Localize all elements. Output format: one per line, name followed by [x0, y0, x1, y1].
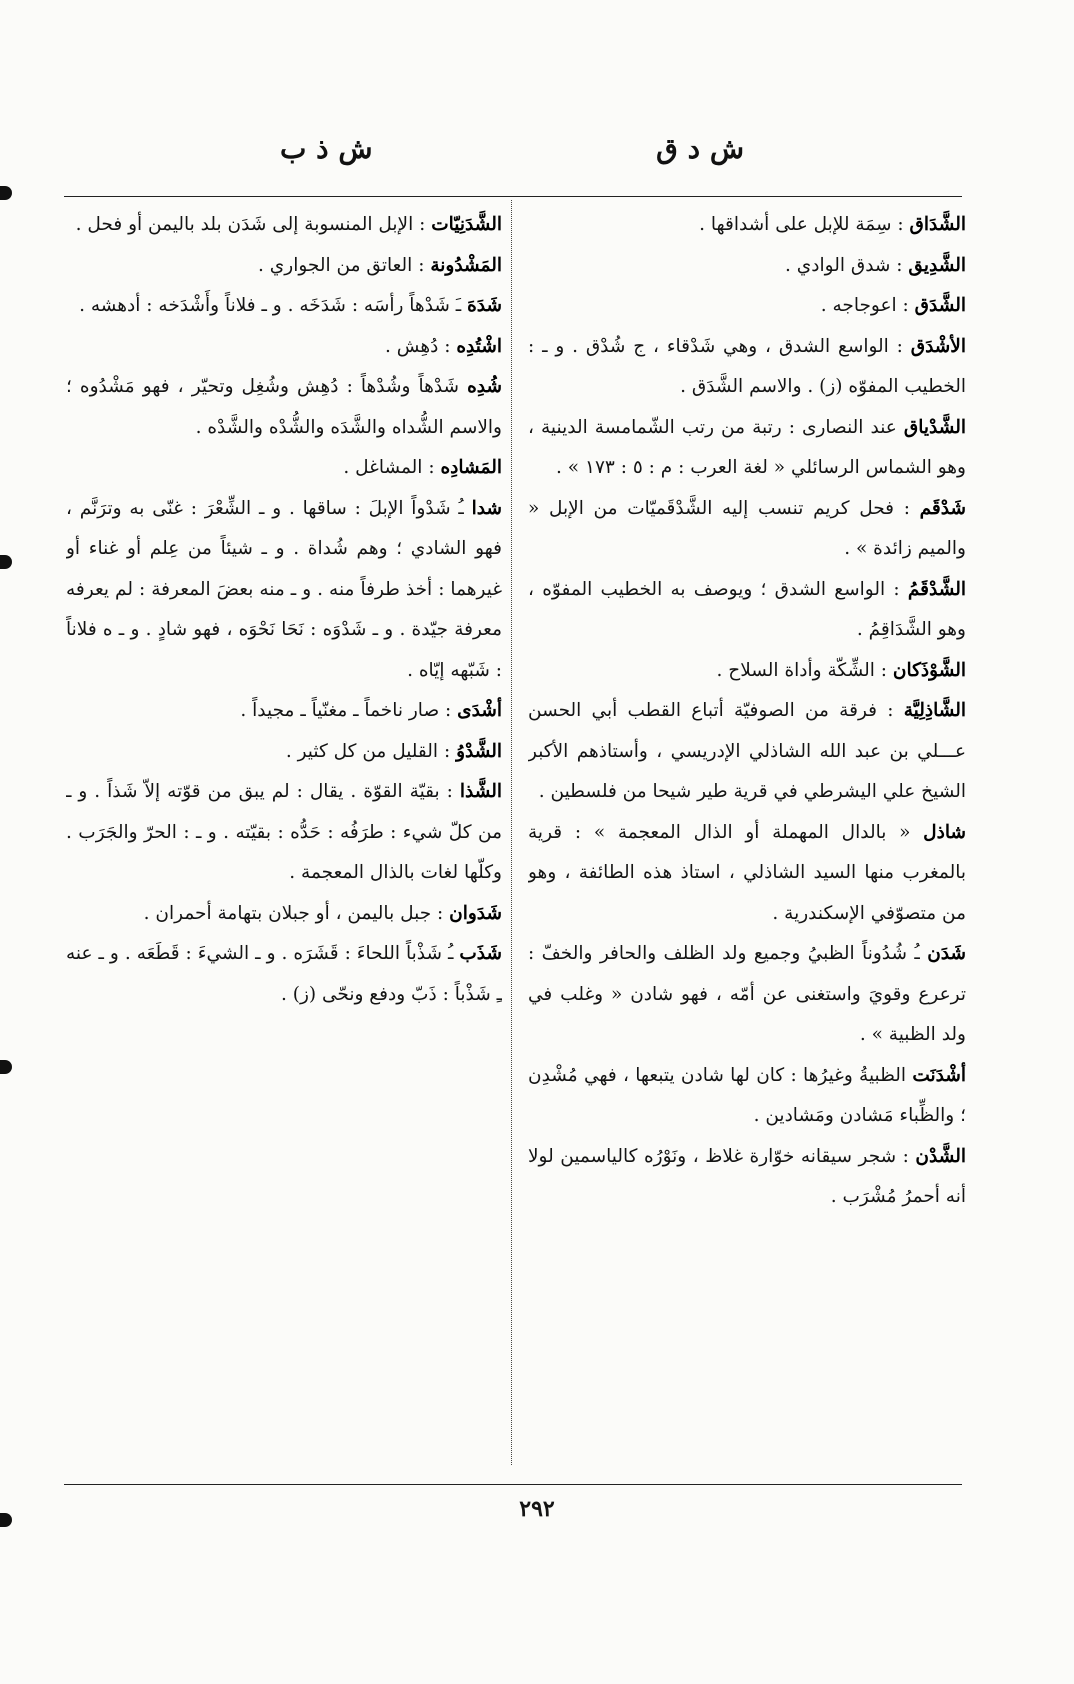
- entry-definition: ـُ شَذْباً اللحاءَ : قَشَرَه . و ـ الشيءَ : قَطَعَه . و ـ عنه ـِ شَذْباً : ذَبّ ودفع ونحّى (ز) .: [66, 943, 502, 1005]
- dictionary-entry: [528, 205, 966, 246]
- entry-headword: الشَّدْقَمُ: [907, 578, 966, 600]
- entry-headword: الشَّدَاق: [909, 214, 966, 235]
- dictionary-entry: [66, 732, 502, 773]
- margin-mark: [0, 186, 12, 200]
- entry-definition: : المشاغل .: [343, 457, 441, 478]
- dictionary-entry: [66, 489, 502, 692]
- dictionary-entry: [528, 327, 966, 408]
- dictionary-entry: [66, 772, 502, 894]
- entry-definition: : العاتق من الجواري .: [258, 254, 431, 276]
- entry-headword: أشْدَى: [457, 700, 502, 721]
- dictionary-entry: [528, 934, 966, 1056]
- entry-definition: ـَ شَدْهاً رأسَه : شَدَخَه . و ـ فلاناً وأَشْدَخه : أدهشه .: [79, 295, 468, 316]
- dictionary-entry: [66, 367, 502, 448]
- entry-definition: عند النصارى : رتبة من رتب الشّمامسة الدينية ، وهو الشماس الرسائلي « لغة العرب : م : ٥ : ١٧٣ » .: [528, 416, 966, 478]
- dictionary-entry: [66, 894, 502, 935]
- entry-headword: الشَّدْن: [915, 1145, 966, 1167]
- entry-headword: شُدِه: [467, 376, 502, 397]
- dictionary-entry: [528, 813, 966, 935]
- margin-mark: [0, 1060, 12, 1074]
- top-rule: [64, 196, 962, 197]
- dictionary-entry: [528, 691, 966, 813]
- margin-mark: [0, 1513, 12, 1527]
- entry-headword: شَذَب: [459, 943, 502, 964]
- dictionary-entry: [66, 205, 502, 246]
- column-divider: [511, 200, 512, 1465]
- dictionary-entry: [528, 408, 966, 489]
- entry-headword: الشَّدَق: [914, 295, 966, 316]
- dictionary-entry: [66, 691, 502, 732]
- entry-headword: الشَّاذِلِيَّة: [903, 700, 966, 721]
- dictionary-entry: [528, 489, 966, 570]
- right-column: [528, 205, 966, 1475]
- margin-mark: [0, 555, 12, 569]
- entry-headword: الشَّوْذَكان: [892, 659, 966, 681]
- entry-headword: اشْتُدِه: [456, 335, 502, 357]
- entry-definition: : صار ناخماً ـ مغنّياً ـ مجيداً .: [240, 700, 458, 721]
- bottom-rule: [64, 1484, 962, 1485]
- entry-headword: شَدَن: [927, 943, 966, 964]
- entry-definition: ـُ شَدْواً الإبلَ : ساقها . و ـ الشِّعْرَ : غنّى به وترَنَّم ، فهو الشادي ؛ وهم شُداة . و ـ شيئاً من عِلم أو غناء أو غيرهما : أخذ طرفاً منه . و ـ منه بعضَ المعرفة : لم يعرفه معرفة جيّدة . و ـ شَدْوَه : نَحَا نَحْوَه ، فهو شادٍ . و ـ ه فلاناً : شَبّهه إيّاه .: [66, 497, 502, 681]
- entry-definition: : فرقة من الصوفيّة أتباع القطب أبي الحسن عـــلي بن عبد الله الشاذلي الإدريسي ، وأستاذهم الأكبر الشيخ علي اليشرطي في قرية طير شيحا من فلسطين .: [528, 700, 966, 802]
- dictionary-entry: [66, 448, 502, 489]
- entry-headword: الشَّدَنِيّات: [431, 214, 502, 235]
- entry-headword: أشْدَنَت: [912, 1064, 966, 1086]
- entry-headword: الشَّدْياق: [903, 416, 966, 438]
- entry-headword: شَدَهَ: [467, 295, 502, 316]
- entry-definition: : اعوجاجه .: [820, 295, 915, 316]
- entry-definition: : الشِّكّة وأداة السلاح .: [716, 659, 893, 681]
- entry-headword: الشَّدْوُ: [456, 740, 502, 762]
- entry-headword: شَدَوان: [449, 902, 502, 924]
- entry-definition: : الإبل المنسوبة إلى شَدَن بلد باليمن أو فحل .: [75, 214, 432, 235]
- entry-headword: المَشْدُونة: [430, 254, 502, 276]
- dictionary-entry: [528, 286, 966, 327]
- entry-definition: ـُ شُدُوناً الظبيُ وجميع ولد الظلف والحافر والخفّ : ترعرع وقويَ واستغنى عن أمّه ، فهو شادن « وغلب في ولد الظبية » .: [528, 943, 966, 1045]
- entry-definition: الظبيةُ وغيرُها : كان لها شادن يتبعها ، فهي مُشْدِن ؛ والظِّباء مَشادن ومَشادين .: [528, 1064, 966, 1126]
- dictionary-entry: [528, 1137, 966, 1218]
- entry-definition: شَدْهاً وشُدْهاً : دُهِش وشُغِل وتحيّر ، فهو مَشْدُوه ؛ والاسم الشُّداه والشَّدَه والشُّدْه والشَّدْه .: [66, 376, 502, 438]
- entry-definition: : دُهِش .: [385, 335, 457, 357]
- entry-definition: : شدق الوادي .: [785, 254, 909, 276]
- entry-headword: شَدْقَم: [919, 497, 966, 519]
- entry-headword: الأشْدَق: [910, 335, 966, 357]
- entry-definition: : القليل من كل كثير .: [285, 740, 457, 762]
- page-number: ٢٩٢: [519, 1496, 555, 1522]
- dictionary-entry: [528, 651, 966, 692]
- entry-headword: المَشادِه: [440, 457, 502, 478]
- dictionary-entry: [528, 1056, 966, 1137]
- entry-definition: : الواسع الشدق ؛ ويوصف به الخطيب المفوّه ، وهو الشَّدَاقِمُ .: [528, 578, 966, 640]
- entry-headword: شدا: [471, 497, 502, 519]
- dictionary-entry: [66, 286, 502, 327]
- left-column: [66, 205, 502, 1475]
- running-head-left: ش ذ ب: [280, 132, 373, 165]
- dictionary-entry: [528, 246, 966, 287]
- entry-headword: شاذل: [923, 821, 966, 843]
- entry-definition: : بقيّة القوّة . يقال : لم يبق من قوّته إلاّ شَذاً . و ـ من كلّ شيء : طرَفُه : حَدُّه : بقيّته . و ـ : الحرّ والجَرَب . وكلّها لغات بالذال المعجمة .: [66, 781, 502, 883]
- entry-definition: : فحل كريم تنسب إليه الشَّدْقَميّات من الإبل « والميم زائدة » .: [528, 497, 966, 559]
- dictionary-entry: [66, 246, 502, 287]
- entry-headword: الشَّدِيق: [908, 254, 966, 276]
- running-head-right: ش د ق: [656, 132, 744, 165]
- dictionary-entry: [66, 934, 502, 1015]
- dictionary-entry: [66, 327, 502, 368]
- entry-definition: : سِمَة للإبل على أشداقها .: [699, 214, 910, 235]
- entry-headword: الشَّذا: [459, 781, 502, 802]
- dictionary-entry: [528, 570, 966, 651]
- entry-definition: : شجر سيقانه خوّارة غلاظ ، ونَوْرُه كالياسمين لولا أنه أحمرُ مُشْرَب .: [528, 1145, 966, 1207]
- entry-definition: : جبل باليمن ، أو جبلان بتهامة أحمران .: [143, 902, 450, 924]
- entry-definition: « بالدال المهملة أو الذال المعجمة » : قرية بالمغرب منها السيد الشاذلي ، استاذ هذه الطائفة ، وهو من متصوّفي الإسكندرية .: [528, 821, 966, 924]
- entry-definition: : الواسع الشدق ، وهي شَدْقاء ، ج شُدْق . و ـ : الخطيب المفوّه (ز) . والاسم الشَّدَق .: [528, 335, 966, 397]
